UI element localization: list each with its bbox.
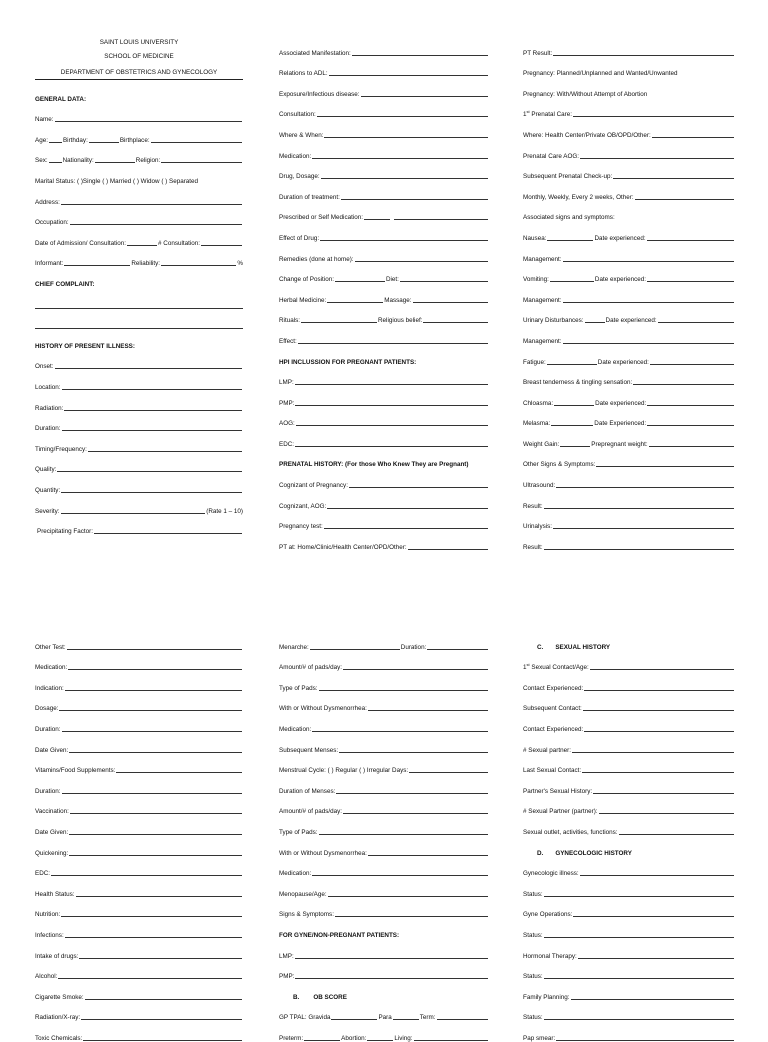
field-management-3[interactable]: Management: <box>523 324 735 345</box>
field-medication[interactable]: Medication: <box>35 651 243 672</box>
field-timing[interactable]: Timing/Frequency: <box>35 432 243 453</box>
field-prenatal-aog[interactable]: Prenatal Care AOG: <box>523 139 735 160</box>
field-duration-menses[interactable]: Duration of Menses: <box>279 774 489 795</box>
field-gyne-operations[interactable]: Gyne Operations: <box>523 898 735 919</box>
field-medication[interactable]: Medication: <box>279 139 489 160</box>
field-age-birthday-birthplace[interactable]: Age: Birthday: Birthplace: <box>35 123 243 144</box>
field-effect[interactable]: Effect: <box>279 324 489 345</box>
field-remedies[interactable]: Remedies (done at home): <box>279 242 489 263</box>
field-status-4[interactable]: Status: <box>523 1001 735 1022</box>
field-type-pads-2[interactable]: Type of Pads: <box>279 815 489 836</box>
field-duration-2[interactable]: Duration: <box>35 774 243 795</box>
column-prenatal-care <box>523 36 735 551</box>
field-exposure[interactable]: Exposure/Infectious disease: <box>279 77 489 98</box>
field-urinalysis[interactable]: Urinalysis: <box>523 510 735 531</box>
field-pmp[interactable]: PMP: <box>279 386 489 407</box>
field-signs-symptoms[interactable]: Signs & Symptoms: <box>279 898 489 919</box>
field-other-test[interactable]: Other Test: <box>35 630 243 651</box>
field-date-given-2[interactable]: Date Given: <box>35 815 243 836</box>
field-first-sexual-contact[interactable]: 1st Sexual Contact/Age: <box>523 651 735 672</box>
field-aog[interactable]: AOG: <box>279 407 489 428</box>
field-fatigue[interactable]: Fatigue: Date experienced: <box>523 345 735 366</box>
field-pap-smear[interactable]: Pap smear: <box>523 1021 735 1042</box>
field-radiation-xray[interactable]: Radiation/X-ray: <box>35 1001 243 1022</box>
field-vaccination[interactable]: Vaccination: <box>35 795 243 816</box>
field-urinalysis-result[interactable]: Result: <box>523 530 735 551</box>
field-dosage[interactable]: Dosage: <box>35 692 243 713</box>
chief-complaint-line-2[interactable] <box>35 309 243 330</box>
field-informant[interactable]: Informant: Reliability: % <box>35 260 243 268</box>
field-relations-adl[interactable]: Relations to ADL: <box>279 57 489 78</box>
field-status-1[interactable]: Status: <box>523 877 735 898</box>
field-menopause[interactable]: Menopause/Age: <box>279 877 489 898</box>
section-chief-complaint: CHIEF COMPLAINT: <box>35 281 95 288</box>
field-alcohol[interactable]: Alcohol: <box>35 960 243 981</box>
field-pregnancy-planned[interactable]: Pregnancy: Planned/Unplanned and Wanted/Unwanted <box>523 70 678 78</box>
field-medication-1[interactable]: Medication: <box>279 712 489 733</box>
field-name[interactable]: Name: <box>35 103 243 124</box>
field-quickening[interactable]: Quickening: <box>35 836 243 857</box>
field-lmp[interactable]: LMP: <box>279 939 489 960</box>
field-cognizant-pregnancy[interactable]: Cognizant of Pregnancy: <box>279 468 489 489</box>
field-effect-drug[interactable]: Effect of Drug: <box>279 221 489 242</box>
field-gyne-illness[interactable]: Gynecologic illness: <box>523 857 735 878</box>
field-nausea[interactable]: Nausea: Date experienced: <box>523 221 735 242</box>
university-name: SAINT LOUIS UNIVERSITY <box>99 39 179 47</box>
field-weight-gain[interactable]: Weight Gain: Prepregnant weight: <box>523 427 735 448</box>
field-ultrasound[interactable]: Ultrasound: <box>523 468 735 489</box>
field-cognizant-aog[interactable]: Cognizant, AOG: <box>279 489 489 510</box>
column-sexual-gyne-history <box>523 630 735 1042</box>
field-hormonal-therapy[interactable]: Hormonal Therapy: <box>523 939 735 960</box>
field-gp-tpal[interactable]: GP TPAL: Gravida Para Term: <box>279 1001 489 1022</box>
field-menarche[interactable]: Menarche: Duration: <box>279 630 489 651</box>
field-infections[interactable]: Infections: <box>35 918 243 939</box>
section-gyne-history: D. GYNECOLOGIC HISTORY <box>537 849 632 857</box>
field-urinary[interactable]: Urinary Disturbances: Date experienced: <box>523 304 735 325</box>
chief-complaint-line-1[interactable] <box>35 288 243 309</box>
field-lmp[interactable]: LMP: <box>279 366 489 387</box>
field-rituals-religious[interactable]: Rituals: Religious belief: <box>279 304 489 325</box>
field-ultrasound-result[interactable]: Result: <box>523 489 735 510</box>
field-drug-dosage[interactable]: Drug, Dosage: <box>279 160 489 181</box>
school-name: SCHOOL OF MEDICINE <box>104 53 174 61</box>
field-pt-at[interactable]: PT at: Home/Clinic/Health Center/OPD/Other: <box>279 530 489 551</box>
field-edc[interactable]: EDC: <box>279 427 489 448</box>
field-toxic-chemicals[interactable]: Toxic Chemicals: <box>35 1021 243 1042</box>
field-status-2[interactable]: Status: <box>523 918 735 939</box>
field-nutrition[interactable]: Nutrition: <box>35 898 243 919</box>
field-breast-tenderness[interactable]: Breast tenderness & tingling sensation: <box>523 366 735 387</box>
field-edc[interactable]: EDC: <box>35 857 243 878</box>
field-cigarette[interactable]: Cigarette Smoke: <box>35 980 243 1001</box>
field-pregnancy-abortion[interactable]: Pregnancy: With/Without Attempt of Abortion <box>523 90 648 98</box>
field-pmp[interactable]: PMP: <box>279 960 489 981</box>
field-occupation[interactable]: Occupation: <box>35 206 243 227</box>
field-management-2[interactable]: Management: <box>523 283 735 304</box>
field-amount-pads-2[interactable]: Amount/# of pads/day: <box>279 795 489 816</box>
field-subsequent-menses[interactable]: Subsequent Menses: <box>279 733 489 754</box>
field-medication-2[interactable]: Medication: <box>279 857 489 878</box>
section-hpi-pregnant: HPI INCLUSSION FOR PREGNANT PATIENTS: <box>279 358 417 366</box>
field-address[interactable]: Address: <box>35 185 243 206</box>
section-sexual-history: C. SEXUAL HISTORY <box>537 643 611 651</box>
field-other-signs[interactable]: Other Signs & Symptoms: <box>523 448 735 469</box>
field-chloasma[interactable]: Chloasma: Date experienced: <box>523 386 735 407</box>
field-duration-1[interactable]: Duration: <box>35 712 243 733</box>
field-family-planning[interactable]: Family Planning: <box>523 980 735 1001</box>
field-menstrual-cycle[interactable]: Menstrual Cycle: ( ) Regular ( ) Irregular Days: <box>279 754 489 775</box>
column-menstrual-history <box>279 630 489 1042</box>
field-management-1[interactable]: Management: <box>523 242 735 263</box>
field-sex-nationality-religion[interactable]: Sex: Nationality: Religion: <box>35 144 243 165</box>
field-quantity[interactable]: Quantity: <box>35 473 243 494</box>
label-assoc-signs: Associated signs and symptoms: <box>523 214 615 222</box>
field-precipitating-factor[interactable]: Precipitating Factor: <box>35 515 243 536</box>
field-duration[interactable]: Duration: <box>35 412 243 433</box>
field-change-position-diet[interactable]: Change of Position: Diet: <box>279 263 489 284</box>
field-admission-date[interactable]: Date of Admission/ Consultation: # Consultation: <box>35 226 243 247</box>
field-pt-result[interactable]: PT Result: <box>523 36 735 57</box>
field-marital-status[interactable]: Marital Status: ( )Single ( ) Married ( ) Widow ( ) Separated <box>35 178 199 186</box>
field-pregnancy-test[interactable]: Pregnancy test: <box>279 510 489 531</box>
column-general-data <box>35 36 243 535</box>
field-dysmenorrhea-2[interactable]: With or Without Dysmenorrhea: <box>279 836 489 857</box>
field-where-center[interactable]: Where: Health Center/Private OB/OPD/Other: <box>523 118 735 139</box>
column-tests-medication <box>35 630 243 1042</box>
field-checkup-frequency[interactable]: Monthly, Weekly, Every 2 weeks, Other: <box>523 180 735 201</box>
field-contact-experienced-2[interactable]: Contact Experienced: <box>523 712 735 733</box>
field-vomiting[interactable]: Vomiting: Date experienced: <box>523 263 735 284</box>
field-prescribed[interactable]: Prescribed or Self Medication: <box>279 201 489 222</box>
field-indication[interactable]: Indication: <box>35 671 243 692</box>
field-health-status[interactable]: Health Status: <box>35 877 243 898</box>
form-page-bottom <box>0 610 768 1042</box>
field-radiation[interactable]: Radiation: <box>35 391 243 412</box>
field-date-given-1[interactable]: Date Given: <box>35 733 243 754</box>
section-ob-score: B. OB SCORE <box>293 993 347 1001</box>
section-gyne-nonpregnant: FOR GYNE/NON-PREGNANT PATIENTS: <box>279 931 400 939</box>
section-general-data: GENERAL DATA: <box>35 95 87 103</box>
field-intake-drugs[interactable]: Intake of drugs: <box>35 939 243 960</box>
section-prenatal-history: PRENATAL HISTORY: (For those Who Knew They are Pregnant) <box>279 461 469 469</box>
column-hpi-continued <box>279 36 489 551</box>
field-first-prenatal-care[interactable]: 1st Prenatal Care: <box>523 98 735 119</box>
field-onset[interactable]: Onset: <box>35 350 243 371</box>
field-severity[interactable]: Severity: (Rate 1 – 10) <box>35 507 243 515</box>
field-partner-num-partner[interactable]: # Sexual Partner (partner): <box>523 795 735 816</box>
field-type-pads-1[interactable]: Type of Pads: <box>279 671 489 692</box>
field-subsequent-checkup[interactable]: Subsequent Prenatal Check-up: <box>523 160 735 181</box>
field-preterm-abortion-living[interactable]: Preterm: Abortion: Living: <box>279 1021 489 1042</box>
field-dysmenorrhea-1[interactable]: With or Without Dysmenorrhea: <box>279 692 489 713</box>
field-assoc-manifestation[interactable]: Associated Manifestation: <box>279 36 489 57</box>
field-vitamins[interactable]: Vitamins/Food Supplements: <box>35 754 243 775</box>
field-herbal-massage[interactable]: Herbal Medicine: Massage: <box>279 283 489 304</box>
section-hpi: HISTORY OF PRESENT ILLNESS: <box>35 342 135 350</box>
field-amount-pads-1[interactable]: Amount/# of pads/day: <box>279 651 489 672</box>
field-location[interactable]: Location: <box>35 370 243 391</box>
field-contact-experienced-1[interactable]: Contact Experienced: <box>523 671 735 692</box>
field-quality[interactable]: Quality: <box>35 453 243 474</box>
field-sexual-outlet[interactable]: Sexual outlet, activities, functions: <box>523 815 735 836</box>
field-where-when[interactable]: Where & When: <box>279 118 489 139</box>
field-partner-history[interactable]: Partner's Sexual History: <box>523 774 735 795</box>
field-status-3[interactable]: Status: <box>523 960 735 981</box>
field-subsequent-contact[interactable]: Subsequent Contact: <box>523 692 735 713</box>
department-name: DEPARTMENT OF OBSTETRICS AND GYNECOLOGY <box>35 65 243 80</box>
field-last-sexual-contact[interactable]: Last Sexual Contact: <box>523 754 735 775</box>
field-num-sexual-partner[interactable]: # Sexual partner: <box>523 733 735 754</box>
field-melasma[interactable]: Melasma: Date Experienced: <box>523 407 735 428</box>
field-consultation[interactable]: Consultation: <box>279 98 489 119</box>
field-duration-treatment[interactable]: Duration of treatment: <box>279 180 489 201</box>
